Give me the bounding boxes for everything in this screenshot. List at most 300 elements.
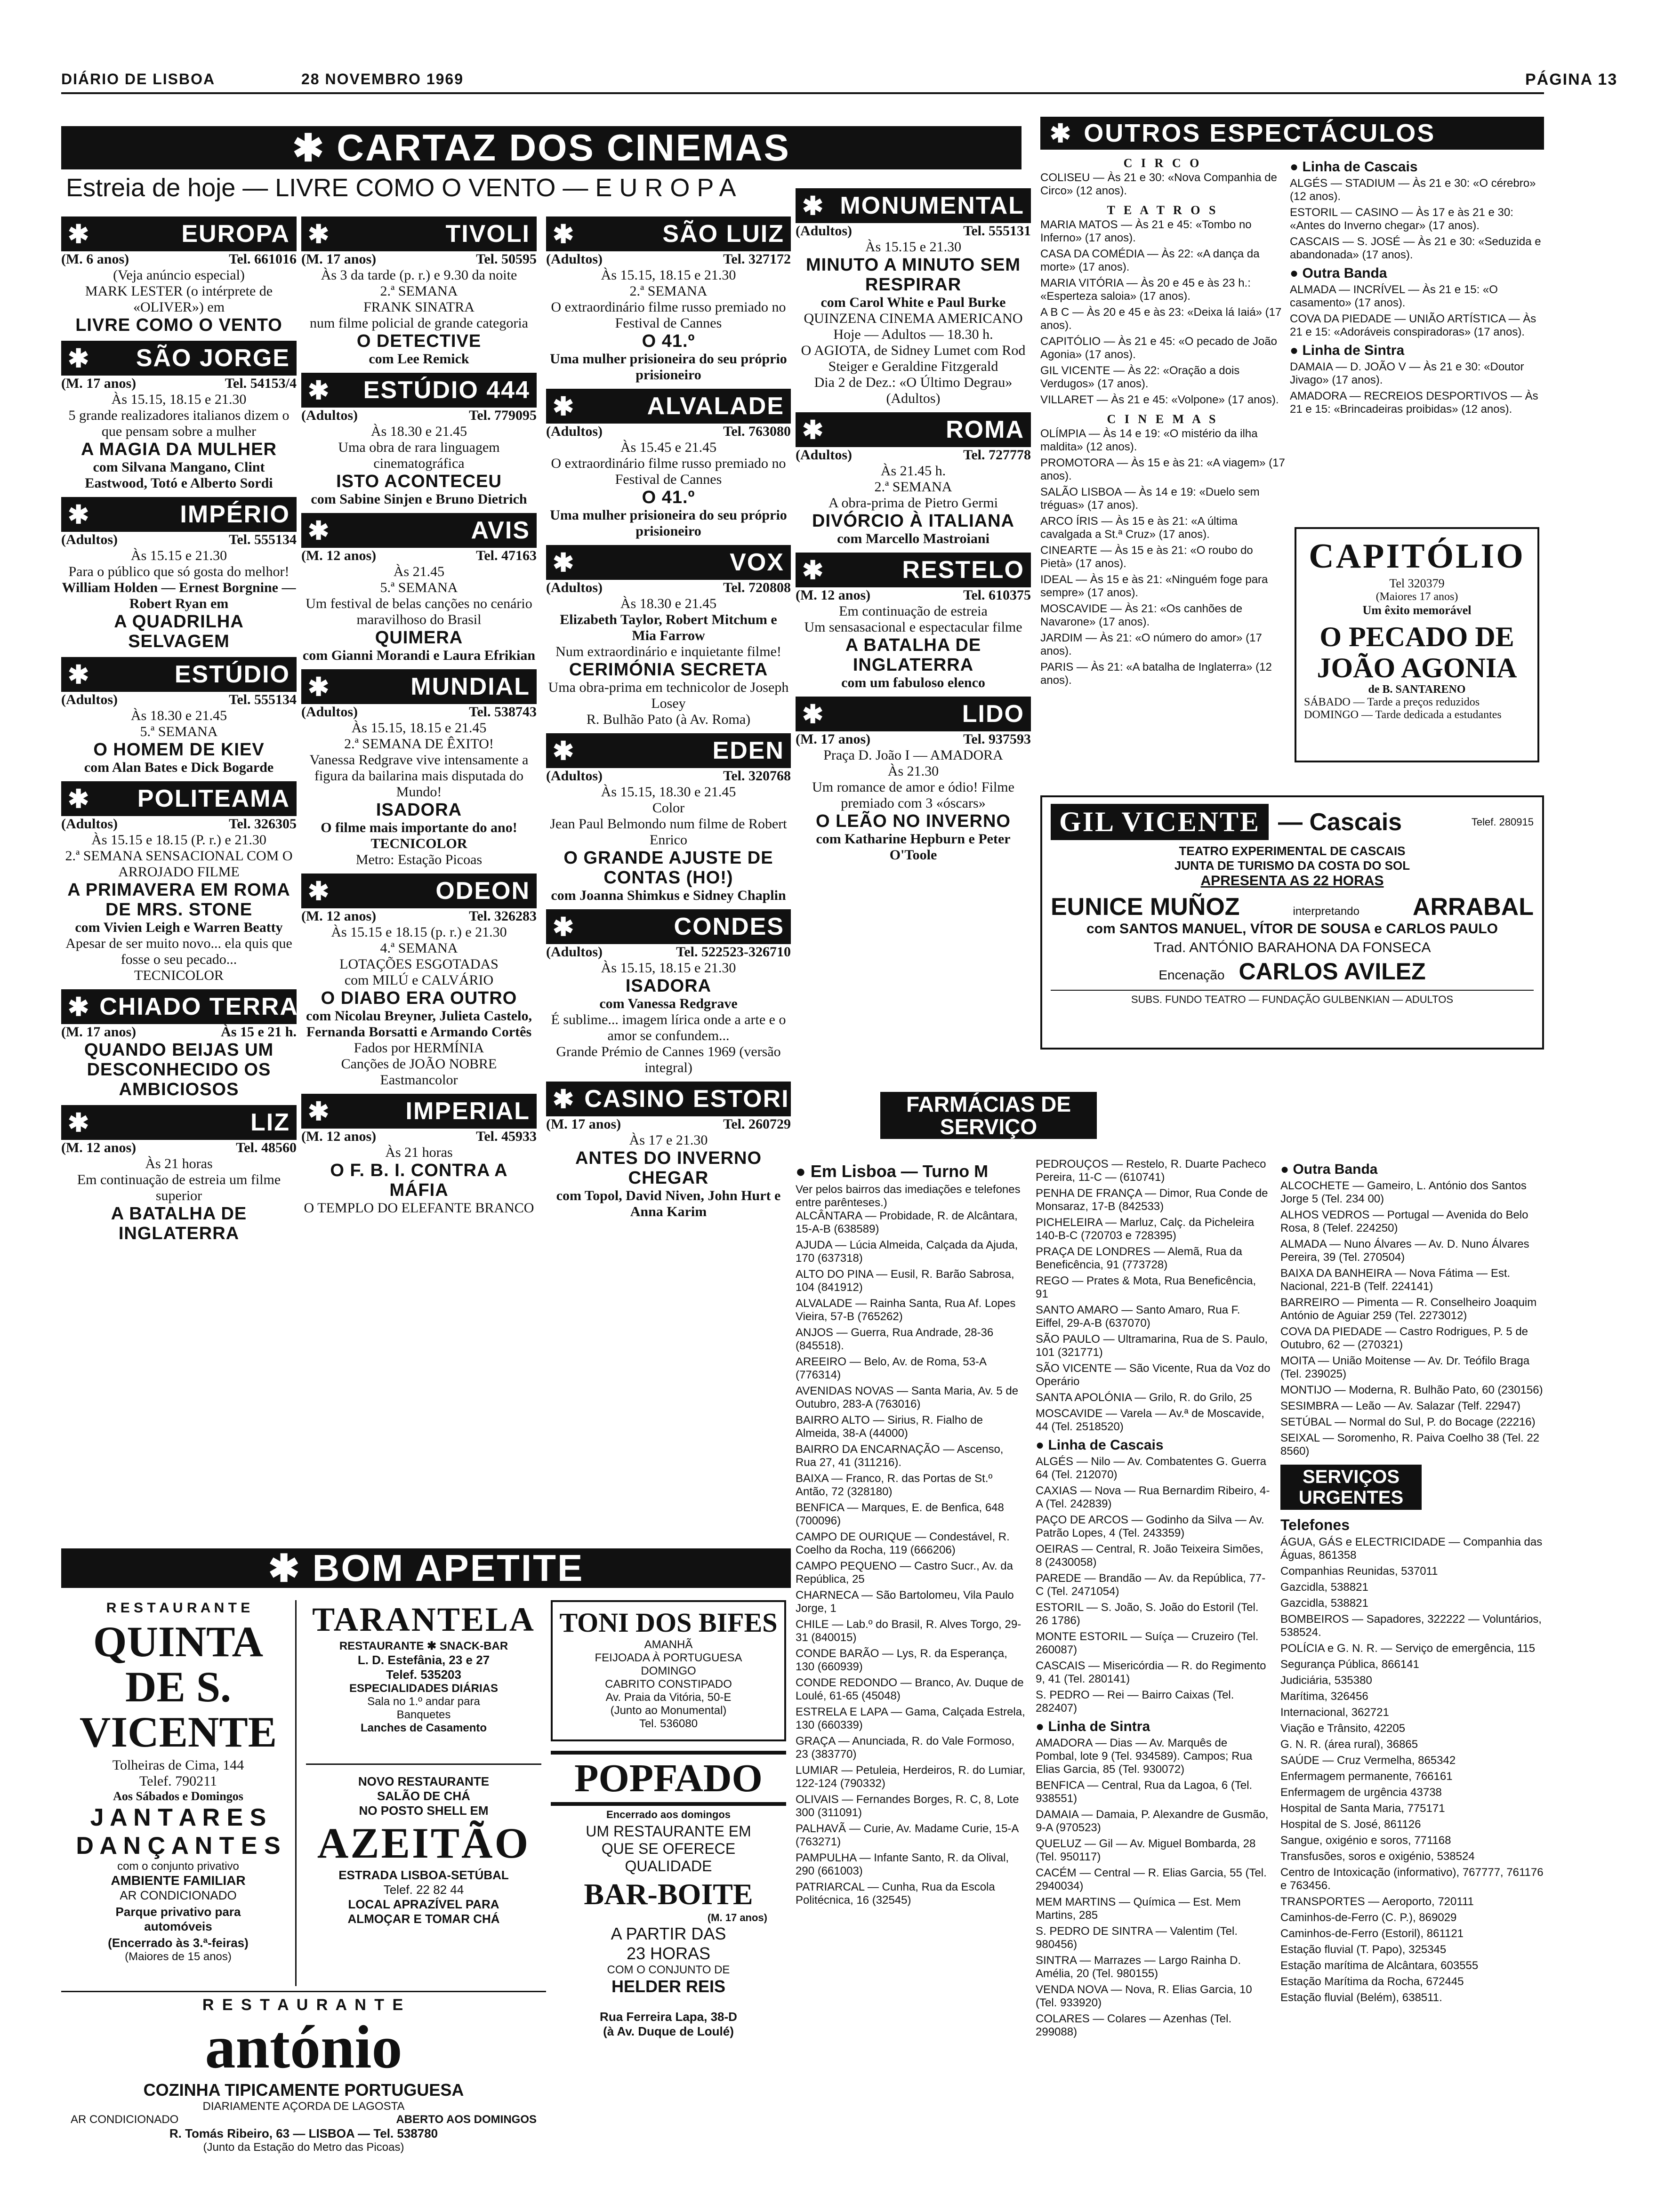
list-entry: PEDROUÇOS — Restelo, R. Duarte Pacheco Pereira, 11-C — (610741) (1036, 1158, 1266, 1184)
list-entry: Gazcidla, 538821 (1280, 1597, 1368, 1610)
cinema-line: O extraordinário filme russo premiado no Festival de Cannes (551, 299, 786, 331)
cinema-film-title: ANTES DO INVERNO CHEGAR (575, 1148, 762, 1188)
cinema-extra: Eastmancolor (380, 1072, 458, 1088)
cinema-block (546, 909, 791, 1076)
telefones-heading: Telefones (1280, 1516, 1350, 1533)
cinema-line: Às 21.45 (393, 564, 445, 579)
cinema-tel: Tel. 47163 (476, 548, 537, 563)
list-entry: CAMPO PEQUENO — Castro Sucr., Av. da República, 25 (796, 1560, 1013, 1586)
cinema-block (61, 989, 350, 1099)
cinema-line: num filme policial de grande categoria (310, 315, 528, 331)
list-entry: MOSCAVIDE — Às 21: «Os canhões de Navarone» (17 anos). (1040, 602, 1243, 628)
cinema-line: 2.ª SEMANA (380, 283, 458, 299)
cinema-tel: Tel. 538743 (469, 704, 537, 720)
cinema-column-4 (796, 188, 1031, 1073)
gil-vicente-actor: EUNICE MUÑOZ (1051, 893, 1240, 921)
cinema-name-bar (61, 781, 297, 816)
list-entry: Estação Marítima da Rocha, 672445 (1280, 1975, 1464, 1988)
cinema-line: Às 15.15, 18.15 e 21.30 (111, 392, 247, 407)
azeitao-name: AZEITÃO (317, 1819, 531, 1867)
cinema-line: com MILÚ e CALVÁRIO (344, 972, 494, 988)
cinema-block (796, 188, 1031, 407)
list-entry: ESTORIL — CASINO — Às 17 e às 21 e 30: «Antes do Inverno chegar» (17 anos). (1290, 206, 1513, 232)
cinema-block (61, 781, 297, 984)
cinema-rating-row (61, 376, 297, 392)
cinema-rating: (Adultos) (796, 223, 853, 239)
cinema-rating: (M. 17 anos) (61, 376, 137, 391)
list-entry: BAIXA — Franco, R. das Portas de St.º Antão, 72 (328180) (796, 1472, 993, 1498)
toni-l7: Tel. 536080 (639, 1717, 698, 1730)
cinema-rating: (M. 12 anos) (301, 908, 377, 924)
list-entry: PAREDE — Brandão — Av. da República, 77-C (Tel. 2471054) (1036, 1572, 1266, 1598)
cinema-name-bar (796, 697, 1031, 731)
list-entry: COLISEU — Às 21 e 30: «Nova Companhia de Circo» (12 anos). (1040, 171, 1277, 197)
list-entry: Hospital de Santa Maria, 775171 (1280, 1802, 1445, 1815)
popfado-l3: (M. 17 anos) (707, 1912, 767, 1923)
cinema-name: AVIS (471, 517, 530, 544)
cinema-line: Às 15.15, 18.15 e 21.30 (601, 960, 736, 976)
azeitao-l2: SALÃO DE CHÁ (377, 1789, 470, 1803)
cinema-line: Em continuação de estreia um filme superior (77, 1172, 281, 1203)
cinema-rating-row (546, 1116, 791, 1132)
farmacias-title: FARMÁCIAS DE SERVIÇO (880, 1092, 1097, 1139)
cinema-block (301, 373, 537, 507)
outros-left-column (1040, 155, 1285, 795)
cinema-block (796, 412, 1031, 547)
cinema-cast: Elizabeth Taylor, Robert Mitchum e Mia Farrow (560, 612, 777, 643)
cinema-line: LOTAÇÕES ESGOTADAS (339, 956, 499, 972)
list-entry: PROMOTORA — Às 15 e às 21: «A viagem» (17 anos). (1040, 457, 1285, 482)
cinema-name: POLITEAMA (137, 785, 290, 812)
teatros-list (1040, 218, 1285, 407)
list-entry: Judiciária, 535380 (1280, 1674, 1372, 1687)
cinema-line: 2.ª SEMANA DE ÊXITO! (344, 736, 494, 752)
star-icon: ✱ (553, 392, 575, 421)
star-icon: ✱ (68, 785, 90, 813)
cinema-rating: (M. 17 anos) (61, 1024, 137, 1040)
cinema-rating: (Adultos) (61, 816, 118, 832)
cinema-tel: Tel. 327172 (723, 251, 791, 267)
capitolio-rating: (Maiores 17 anos) (1375, 591, 1458, 603)
cinema-cast: com Gianni Morandi e Laura Efrikian (302, 648, 536, 663)
outros-cinemas-list (1040, 427, 1285, 687)
star-icon: ✱ (553, 220, 575, 248)
star-icon: ✱ (292, 127, 326, 169)
quinta-name: QUINTA DE S. VICENTE (79, 1618, 277, 1756)
cinema-rating-row (301, 704, 537, 720)
list-entry: ALTO DO PINA — Eusil, R. Barão Sabrosa, 104 (841912) (796, 1268, 1014, 1294)
cinema-rating-row (61, 816, 297, 832)
cinema-tel: Tel. 45933 (476, 1129, 537, 1144)
list-entry: POLÍCIA e G. N. R. — Serviço de emergência, 115 (1280, 1642, 1536, 1655)
cinema-rating: (Adultos) (301, 408, 358, 423)
cinema-name-bar (61, 497, 297, 532)
cinema-tel: Tel. 260729 (723, 1116, 791, 1132)
cinema-film-title: O HOMEM DE KIEV (93, 740, 265, 760)
cinema-film-title: ISADORA (625, 976, 712, 996)
toni-l1: AMANHÃ (644, 1638, 693, 1651)
farmacias-banda-list (1280, 1179, 1544, 1458)
cinema-name-bar (61, 1105, 297, 1140)
list-entry: CONDE BARÃO — Lys, R. da Esperança, 130 (660939) (796, 1647, 1007, 1673)
cinema-extra: Fados por HERMÍNIA (354, 1040, 484, 1056)
popfado-l6: COM O CONJUNTO DE (607, 1964, 730, 1976)
star-icon: ✱ (68, 1108, 90, 1137)
list-entry: Internacional, 362721 (1280, 1706, 1389, 1719)
cinema-rating-row (546, 944, 791, 960)
cinema-line: Às 21.45 h. (880, 463, 946, 479)
quinta-l6: AR CONDICIONADO (120, 1888, 237, 1902)
cinema-line: Às 17 e 21.30 (629, 1132, 708, 1148)
cinema-name-bar (61, 989, 350, 1024)
list-entry: SETÚBAL — Normal do Sul, P. do Bocage (22216) (1280, 1416, 1536, 1428)
farmacias-col3 (1280, 1158, 1544, 2188)
list-entry: MARIA MATOS — Às 21 e 45: «Tombo no Inferno» (17 anos). (1040, 218, 1252, 244)
star-icon: ✱ (308, 1097, 330, 1126)
gil-vicente-ad (1040, 795, 1544, 1050)
cinema-line: 2.ª SEMANA (629, 283, 708, 299)
cinema-tel: Tel. 779095 (469, 408, 537, 423)
sintra-list (1290, 361, 1544, 416)
farmacias-lisboa-column (796, 1158, 1026, 2188)
list-entry: BENFICA — Marques, E. de Benfica, 648 (700096) (796, 1501, 1004, 1527)
list-entry: Estação marítima de Alcântara, 603555 (1280, 1959, 1479, 1972)
quinta-addr: Tolheiras de Cima, 144 (112, 1757, 244, 1773)
cinema-name: TIVOLI (445, 220, 530, 248)
cinema-film-title: A PRIMAVERA EM ROMA DE MRS. STONE (67, 880, 290, 920)
antonio-top: R E S T A U R A N T E (202, 1996, 405, 2014)
cinema-rating: (Adultos) (546, 424, 603, 439)
capitolio-line: Um êxito memorável (1362, 603, 1472, 617)
cinema-block (301, 513, 537, 664)
tarantela-l2: Sala no 1.º andar para Banquetes (367, 1695, 480, 1721)
list-entry: ALGÉS — Nilo — Av. Combatentes G. Guerra 64 (Tel. 212070) (1036, 1455, 1266, 1481)
cinema-block (61, 216, 297, 335)
quinta-l4: com o conjunto privativo (117, 1860, 239, 1873)
list-entry: PAMPULHA — Infante Santo, R. da Olival, 290 (661003) (796, 1851, 1009, 1877)
star-icon: ✱ (68, 344, 90, 373)
list-entry: LUMIAR — Petuleia, Herdeiros, R. do Lumiar, 122-124 (790332) (796, 1764, 1026, 1790)
cinema-line: Jean Paul Belmondo num filme de Robert Enrico (550, 816, 787, 848)
cinema-tel: Às 15 e 21 h. (221, 1024, 297, 1040)
cinema-line: Um sensasacional e espectacular filme (804, 619, 1022, 635)
cinema-film-title: CERIMÓNIA SECRETA (569, 660, 768, 680)
cinema-name: IMPÉRIO (180, 501, 290, 528)
cinema-rating: (M. 12 anos) (301, 1129, 377, 1144)
list-entry: COVA DA PIEDADE — UNIÃO ARTÍSTICA — Às 21 e 15: «Adoráveis conspiradoras» (17 anos). (1290, 313, 1536, 338)
cinema-film-title: A MAGIA DA MULHER (81, 440, 277, 459)
gil-vicente-trad: Trad. ANTÓNIO BARAHONA DA FONSECA (1153, 940, 1431, 955)
cinema-name: ROMA (946, 416, 1024, 443)
list-entry: SÃO VICENTE — São Vicente, Rua da Voz do Operário (1036, 1362, 1271, 1388)
cinema-tel: Tel. 937593 (963, 731, 1031, 747)
outros-right-column (1290, 155, 1544, 532)
list-entry: ALGÉS — STADIUM — Às 21 e 30: «O cérebro» (12 anos). (1290, 177, 1536, 203)
cinema-extra: R. Bulhão Pato (à Av. Roma) (586, 712, 751, 727)
cinema-name: CASINO ESTORIL (584, 1085, 805, 1113)
list-entry: MONTE ESTORIL — Suíça — Cruzeiro (Tel. 260087) (1036, 1630, 1259, 1656)
cinema-cast: com Katharine Hepburn e Peter O'Toole (816, 831, 1011, 863)
list-entry: AMADORA — RECREIOS DESPORTIVOS — Às 21 e 15: «Brincadeiras proibidas» (12 anos). (1290, 390, 1538, 416)
azeitao-l6: LOCAL APRAZÍVEL PARA ALMOÇAR E TOMAR CHÁ (347, 1897, 500, 1926)
cinema-name: MUNDIAL (410, 673, 530, 700)
gil-vicente-line1: TEATRO EXPERIMENTAL DE CASCAIS (1179, 844, 1406, 858)
cinema-cast: Uma mulher prisioneira do seu próprio prisioneiro (550, 507, 787, 539)
antonio-l2: DIARIAMENTE AÇORDA DE LAGOSTA (202, 2100, 405, 2113)
popfado-l7: HELDER REIS (611, 1977, 726, 1996)
list-entry: ALCÂNTARA — Probidade, R. de Alcântara, 15-A-B (638589) (796, 1210, 1018, 1235)
cinema-extra: Apesar de ser muito novo... ela quis que fosse o seu pecado... (65, 936, 292, 967)
cinema-film-title: O LEÃO NO INVERNO (816, 811, 1011, 831)
cinema-rating: (M. 6 anos) (61, 251, 129, 267)
list-entry: VENDA NOVA — Nova, R. Elias Garcia, 10 (Tel. 933920) (1036, 1983, 1252, 2009)
servicos-urgentes-title: SERVIÇOS URGENTES (1280, 1465, 1422, 1510)
cinema-rating-row (796, 447, 1031, 463)
star-icon: ✱ (268, 1547, 301, 1589)
cinema-rating: (M. 12 anos) (61, 1140, 137, 1155)
cinema-extra: Grande Prémio de Cannes 1969 (versão integral) (556, 1044, 781, 1075)
tarantela-l3: Lanches de Casamento (360, 1722, 487, 1734)
farmacias-col2-list (1036, 1158, 1271, 1434)
list-entry: Gazcidla, 538821 (1280, 1581, 1368, 1594)
cinema-line: 4.ª SEMANA (380, 940, 458, 956)
star-icon: ✱ (68, 500, 90, 529)
gil-vicente-cast: com SANTOS MANUEL, VÍTOR DE SOUSA e CARLOS PAULO (1086, 921, 1498, 937)
capitolio-sched1: SÁBADO — Tarde a preços reduzidos (1304, 696, 1480, 708)
list-entry: MONTIJO — Moderna, R. Bulhão Pato, 60 (230156) (1280, 1384, 1543, 1396)
list-entry: CINEARTE — Às 15 e às 21: «O roubo do Pietà» (17 anos). (1040, 544, 1253, 570)
cinema-line: Às 15.15, 18.15 e 21.30 (601, 267, 736, 283)
cinema-line: Em continuação de estreia (839, 603, 988, 619)
cinemas-banner (61, 126, 1022, 169)
cinema-film-title: O 41.º (642, 331, 695, 351)
cinema-rating-row (61, 532, 297, 548)
cinema-rating-row (796, 587, 1031, 603)
paper-date: 28 NOVEMBRO 1969 (301, 71, 464, 88)
cinema-column-1 (61, 216, 350, 1544)
cinema-cast: com Carol White e Paul Burke (820, 295, 1006, 310)
popfado-ad (551, 1751, 786, 1996)
antonio-l3: AR CONDICIONADO (71, 2113, 179, 2126)
cinema-cast: com Vanessa Redgrave (599, 996, 738, 1011)
list-entry: ALCOCHETE — Gameiro, L. António dos Santos Jorge 5 (Tel. 234 00) (1280, 1179, 1527, 1205)
cinema-name-bar (61, 216, 297, 251)
cinema-block (546, 733, 791, 904)
cinema-line: Às 18.30 e 21.45 (620, 596, 717, 611)
gil-vicente-place: — Cascais (1278, 808, 1402, 836)
cinema-name-bar (546, 733, 791, 768)
list-entry: Caminhos-de-Ferro (C. P.), 869029 (1280, 1911, 1457, 1924)
list-entry: ALHOS VEDROS — Portugal — Avenida do Belo Rosa, 8 (Telef. 224250) (1280, 1209, 1528, 1234)
list-entry: Companhias Reunidas, 537011 (1280, 1565, 1438, 1578)
cinema-name: EDEN (712, 737, 784, 764)
star-icon: ✱ (308, 376, 330, 405)
cinema-rating: (Adultos) (61, 692, 118, 707)
circo-heading: C I R C O (1123, 156, 1202, 170)
cinema-tel: Tel. 320768 (723, 768, 791, 784)
cinema-line: Às 15.45 e 21.45 (620, 440, 717, 455)
cascais-list (1290, 177, 1544, 262)
cinema-rating: (Adultos) (546, 580, 603, 595)
cinema-rating-row (546, 424, 791, 440)
list-entry: CONDE REDONDO — Branco, Av. Duque de Loulé, 61-65 (45048) (796, 1676, 1024, 1702)
list-entry: ALMADA — Nuno Álvares — Av. D. Nuno Álvares Pereira, 39 (Tel. 270504) (1280, 1238, 1529, 1264)
cinema-name: SÃO JORGE (136, 345, 290, 372)
cinema-block (546, 389, 791, 539)
star-icon: ✱ (553, 548, 575, 577)
azeitao-l3: NO POSTO SHELL EM (359, 1803, 489, 1818)
popfado-bar: BAR-BOITE (584, 1877, 753, 1911)
cinema-rating-row (796, 223, 1031, 239)
list-entry: PARIS — Às 21: «A batalha de Inglaterra» (12 anos). (1040, 661, 1272, 687)
header-rule (61, 92, 1544, 94)
star-icon: ✱ (553, 1085, 575, 1114)
cinema-name: ALVALADE (647, 393, 784, 420)
cinema-line: Às 15.15 e 18.15 (p. r.) e 21.30 (331, 924, 507, 940)
list-entry: Marítima, 326456 (1280, 1690, 1368, 1703)
cinema-tel: Tel. 610375 (963, 587, 1031, 603)
cinema-rating-row (301, 548, 537, 564)
farmacias-sintra-list (1036, 1737, 1271, 2039)
farmacias-cascais-heading: ● Linha de Cascais (1036, 1437, 1164, 1453)
cinema-name: LIZ (250, 1109, 290, 1136)
popfado-address (551, 1991, 786, 2184)
azeitao-l5: Telef. 22 82 44 (383, 1883, 464, 1897)
list-entry: DAMAIA — Damaia, P. Alexandre de Gusmão, 9-A (970523) (1036, 1808, 1269, 1834)
cinema-film-title: LIVRE COMO O VENTO (75, 315, 282, 335)
popfado-name: POPFADO (551, 1751, 786, 1806)
cinema-line: Às 21 horas (385, 1145, 453, 1160)
list-entry: Hospital de S. José, 861126 (1280, 1818, 1421, 1831)
cinema-block (546, 545, 791, 728)
star-icon: ✱ (553, 913, 575, 941)
cinema-tel: Tel. 48560 (236, 1140, 297, 1155)
bom-apetite-title: BOM APETITE (312, 1547, 584, 1589)
list-entry: Centro de Intoxicação (informativo), 767777, 761176 e 763456. (1280, 1866, 1544, 1892)
cinema-rating: (M. 12 anos) (796, 587, 871, 603)
popfado-l2: UM RESTAURANTE EM QUE SE OFERECE QUALIDADE (586, 1823, 751, 1875)
list-entry: GRAÇA — Anunciada, R. do Vale Formoso, 23 (383770) (796, 1735, 1015, 1761)
cinema-film-title: MINUTO A MINUTO SEM RESPIRAR (806, 255, 1021, 295)
list-entry: COLARES — Colares — Azenhas (Tel. 299088) (1036, 2012, 1232, 2038)
cinema-line: 2.ª SEMANA (874, 479, 952, 495)
banda-list (1290, 283, 1544, 339)
list-entry: COVA DA PIEDADE — Castro Rodrigues, P. 5 de Outubro, 62 — (270321) (1280, 1325, 1528, 1351)
teatros-heading: T E A T R O S (1107, 203, 1219, 217)
cinemas-banner-title: CARTAZ DOS CINEMAS (337, 127, 790, 168)
star-icon: ✱ (308, 516, 330, 545)
cinema-name: CONDES (674, 913, 784, 940)
capitolio-author: de B. SANTARENO (1368, 683, 1466, 696)
cinema-line: Para o público que só gosta do melhor! (68, 564, 290, 579)
list-entry: BENFICA — Central, Rua da Lagoa, 6 (Tel. 938551) (1036, 1779, 1253, 1805)
star-icon: ✱ (1050, 119, 1073, 148)
list-entry: GIL VICENTE — Às 22: «Oração a dois Verdugos» (17 anos). (1040, 364, 1240, 390)
azeitao-ad (306, 1774, 541, 1981)
list-entry: MARIA VITÓRIA — Às 20 e 45 e às 23 h.: «Esperteza saloia» (17 anos). (1040, 277, 1251, 303)
outros-banner-title: OUTROS ESPECTÁCULOS (1084, 119, 1436, 147)
outros-cinemas-heading: C I N E M A S (1107, 412, 1219, 426)
list-entry: REGO — Prates & Mota, Rua Beneficência, 91 (1036, 1274, 1256, 1300)
quinta-l8: (Encerrado às 3.ª-feiras) (108, 1936, 249, 1950)
cinema-line: A obra-prima de Pietro Germi (828, 495, 998, 511)
gil-vicente-play: ARRABAL (1412, 893, 1534, 921)
gil-vicente-line3: APRESENTA AS 22 HORAS (1200, 873, 1384, 889)
cinema-cast: com Joanna Shimkus e Sidney Chaplin (551, 888, 786, 903)
antonio-name: antónio (205, 2013, 402, 2081)
tarantela-tel: Telef. 535203 (386, 1667, 461, 1682)
list-entry: PRAÇA DE LONDRES — Alemã, Rua da Beneficência, 91 (773728) (1036, 1245, 1242, 1271)
list-entry: PENHA DE FRANÇA — Dimor, Rua Conde de Monsaraz, 17-B (842533) (1036, 1187, 1268, 1213)
cinema-block (301, 874, 537, 1088)
quinta-l2: J A N T A R E S (90, 1804, 266, 1831)
cinema-cast: com Marcello Mastroiani (837, 531, 989, 546)
list-entry: OLÍMPIA — Às 14 e 19: «O mistério da ilha maldita» (12 anos). (1040, 427, 1258, 453)
cinema-cast: com um fabuloso elenco (841, 675, 985, 690)
list-entry: ESTRELA E LAPA — Gama, Calçada Estrela, 130 (660339) (796, 1706, 1025, 1731)
cinema-tel: Tel. 661016 (229, 251, 297, 267)
farmacias-cascais-list (1036, 1455, 1271, 1715)
cinema-line: Às 3 da tarde (p. r.) e 9.30 da noite (321, 267, 517, 283)
farmacias-sintra-heading: ● Linha de Sintra (1036, 1719, 1150, 1734)
cinema-rating-row (546, 768, 791, 784)
star-icon: ✱ (802, 556, 825, 585)
paper-name: DIÁRIO DE LISBOA (61, 71, 216, 88)
list-entry: Estação fluvial (T. Papo), 325345 (1280, 1943, 1447, 1956)
sintra-heading: ● Linha de Sintra (1290, 343, 1405, 358)
toni-l3: DOMINGO (641, 1665, 696, 1677)
list-entry: Enfermagem permanente, 766161 (1280, 1770, 1453, 1783)
list-entry: CAPITÓLIO — Às 21 e 45: «O pecado de João Agonia» (17 anos). (1040, 335, 1277, 361)
cinema-name: LIDO (962, 700, 1024, 728)
list-entry: PICHELEIRA — Marluz, Calç. da Picheleira 140-B-C (720703 e 728395) (1036, 1216, 1255, 1242)
cinema-line: O extraordinário filme russo premiado no Festival de Cannes (551, 456, 786, 487)
capitolio-tel: Tel 320379 (1389, 577, 1445, 590)
list-entry: MOITA — União Moitense — Av. Dr. Teófilo Braga (Tel. 239025) (1280, 1354, 1530, 1380)
cinema-line: Às 21.30 (887, 763, 939, 779)
tarantela-l1: ESPECIALIDADES DIÁRIAS (349, 1682, 499, 1695)
star-icon: ✱ (802, 700, 825, 729)
list-entry: SÃO PAULO — Ultramarina, Rua de S. Paulo, 101 (321771) (1036, 1333, 1268, 1359)
cinema-line: Vanessa Redgrave vive intensamente a figura da bailarina mais disputada do Mundo! (309, 752, 529, 800)
cinema-block (796, 553, 1031, 691)
cinema-line: Às 15.15 e 21.30 (130, 548, 227, 563)
toni-ad (551, 1600, 786, 1741)
popfado-l8: Rua Ferreira Lapa, 38-D (600, 2010, 737, 2024)
antonio-l4: ABERTO AOS DOMINGOS (396, 2113, 537, 2126)
antonio-ad (61, 1991, 546, 2184)
cinema-film-title: O DETECTIVE (356, 331, 482, 351)
azeitao-l4: ESTRADA LISBOA-SETÚBAL (338, 1868, 509, 1882)
quinta-l7: Parque privativo para automóveis (115, 1905, 241, 1933)
cinema-cast: O filme mais importante do ano! TECNICOLOR (321, 820, 517, 851)
cinema-extra: Num extraordinário e inquietante filme! (555, 644, 781, 659)
outros-banner (1040, 117, 1544, 150)
cinema-name-bar (301, 513, 537, 548)
cinema-name-bar (546, 1082, 805, 1116)
star-icon: ✱ (308, 220, 330, 248)
cinema-name: VOX (730, 549, 784, 576)
cinema-tel: Tel. 326283 (469, 908, 537, 924)
list-entry: SANTA APOLÓNIA — Grilo, R. do Grilo, 25 (1036, 1391, 1252, 1404)
list-entry: SAÚDE — Cruz Vermelha, 865342 (1280, 1754, 1456, 1767)
cinema-name: ODEON (435, 877, 530, 905)
cinema-rating: (Adultos) (796, 447, 853, 463)
cinema-cast: com Silvana Mangano, Clint Eastwood, Totó e Alberto Sordi (85, 459, 273, 491)
star-icon: ✱ (553, 737, 575, 765)
cinema-line: Às 15.15, 18.30 e 21.45 (601, 784, 736, 800)
list-entry: Enfermagem de urgência 43738 (1280, 1786, 1442, 1799)
